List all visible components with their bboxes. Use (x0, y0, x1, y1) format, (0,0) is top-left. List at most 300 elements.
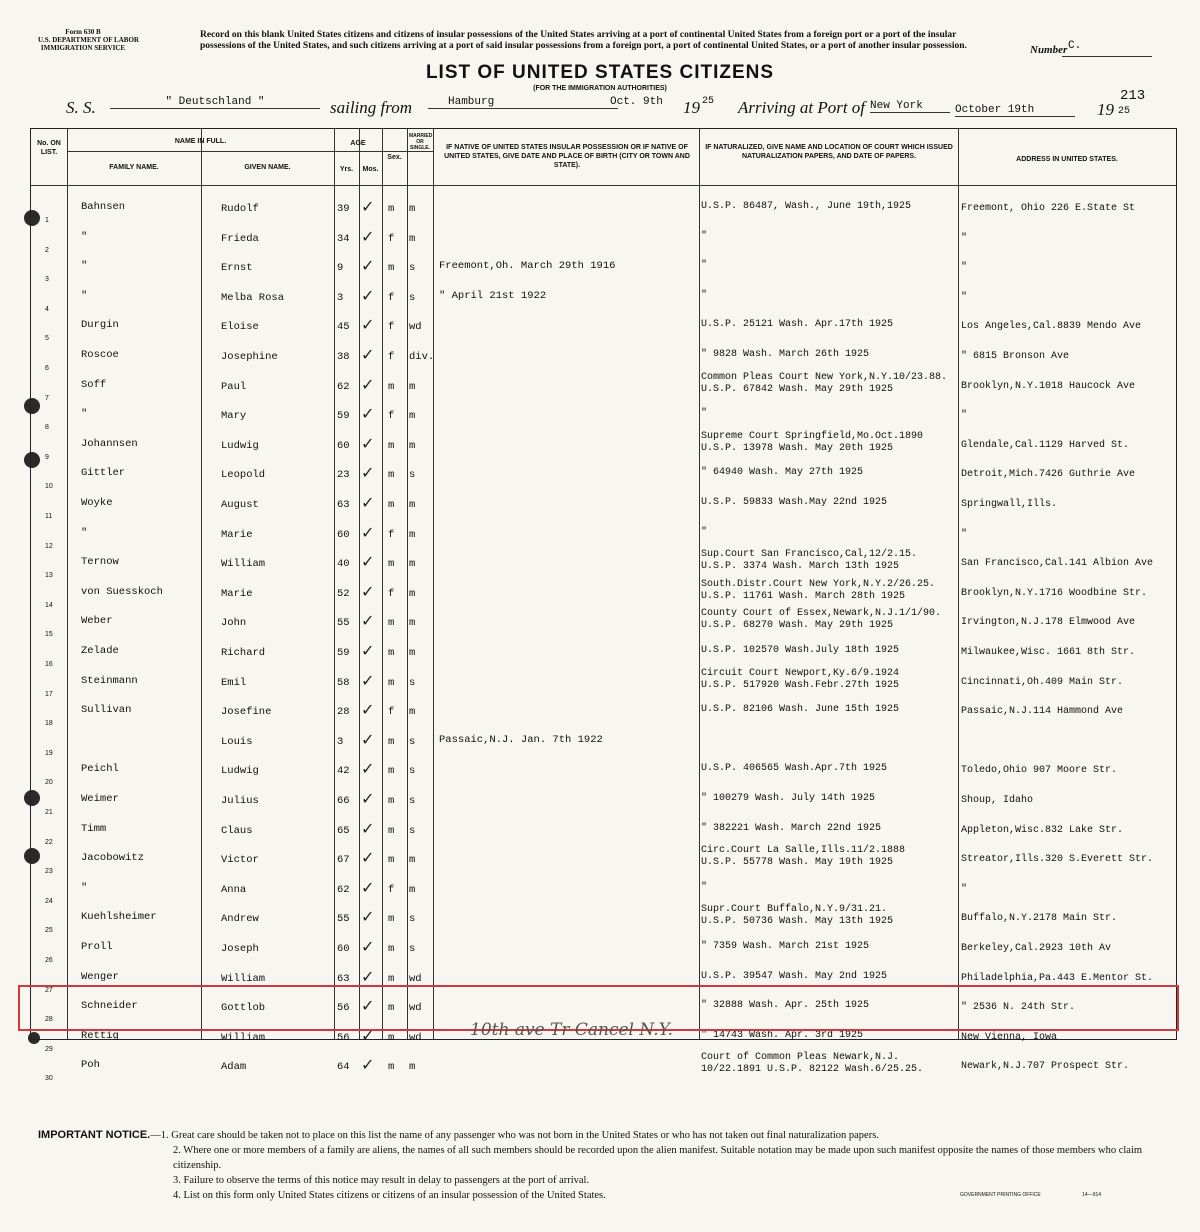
family-name-cell: Schneider (81, 1000, 138, 1013)
naturalization-line-1: " 9828 Wash. March 26th 1925 (701, 349, 870, 360)
number-underline (1062, 56, 1152, 57)
arrival-year: 25 (1118, 106, 1131, 117)
sex-cell: m (388, 913, 395, 926)
age-years-cell: 63 (337, 499, 350, 511)
age-years-cell: 64 (337, 1061, 350, 1074)
sex-cell: f (388, 587, 395, 600)
naturalization-line-2: 10/22.1891 U.S.P. 82122 Wash.6/25.25. (701, 1064, 924, 1076)
table-row (31, 639, 1176, 668)
col-family-name: FAMILY NAME. (109, 164, 159, 171)
given-name-cell: Paul (221, 380, 247, 393)
marital-status-cell: m (409, 439, 416, 452)
marital-status-cell: m (409, 647, 416, 659)
family-name-cell: " (81, 260, 88, 273)
age-years-cell: 62 (337, 883, 350, 896)
naturalization-line-1: U.S.P. 406565 Wash.Apr.7th 1925 (701, 763, 888, 775)
page-title: LIST OF UNITED STATES CITIZENS (425, 62, 775, 83)
address-cell: Philadelphia,Pa.443 E.Mentor St. (961, 972, 1154, 984)
naturalization-line-1: " (701, 881, 708, 893)
table-row (31, 550, 1176, 579)
age-years-cell: 52 (337, 587, 350, 600)
family-name-cell: Rettig (81, 1029, 119, 1042)
naturalization-line-2: U.S.P. 55778 Wash. May 19th 1925 (701, 857, 894, 869)
page-subtitle: (FOR THE IMMIGRATION AUTHORITIES) (533, 85, 667, 92)
age-years-cell: 55 (337, 617, 350, 630)
col-address: ADDRESS IN UNITED STATES. (1016, 156, 1118, 163)
address-cell: Passaic,N.J.114 Hammond Ave (961, 706, 1124, 718)
notice-item-2: 2. Where one or more members of a family are aliens, the names of all such members should be recorded upon the alien manifest. Suitable notation may be made upon such manifest opposite the names of those members who claim citizenship. (173, 1145, 1143, 1171)
sex-cell: m (388, 380, 395, 393)
address-cell: Newark,N.J.707 Prospect Str. (961, 1061, 1130, 1073)
row-number: 25 (45, 927, 53, 935)
row-number: 3 (45, 276, 49, 284)
sex-cell: f (388, 528, 395, 541)
row-number: 19 (45, 749, 53, 757)
given-name-cell: Ludwig (221, 765, 259, 778)
family-name-cell: " (81, 289, 88, 302)
age-years-cell: 28 (337, 706, 350, 719)
address-cell: Shoup, Idaho (961, 795, 1034, 806)
naturalization-line-1: " 14743 Wash. Apr. 3rd 1925 (701, 1029, 864, 1041)
col-given-name: GIVEN NAME. (244, 164, 291, 171)
number-label: Number (1030, 44, 1068, 56)
age-years-cell: 39 (337, 203, 350, 215)
row-number: 28 (45, 1016, 53, 1024)
naturalization-line-1: " 100279 Wash. July 14th 1925 (701, 793, 876, 804)
marital-status-cell: s (409, 943, 416, 955)
naturalization-line-1: Common Pleas Court New York,N.Y.10/23.88. (701, 371, 948, 383)
sex-cell: f (388, 883, 395, 896)
arriving-label: Arriving at Port of (738, 98, 866, 117)
sex-cell: m (388, 795, 395, 807)
address-cell: Glendale,Cal.1129 Harved St. (961, 439, 1130, 451)
row-number: 24 (45, 897, 53, 905)
row-number: 11 (45, 513, 53, 520)
address-cell: Los Angeles,Cal.8839 Mendo Ave (961, 321, 1142, 333)
age-years-cell: 42 (337, 765, 350, 778)
row-number: 10 (45, 483, 53, 491)
family-name-cell: von Suesskoch (81, 585, 163, 598)
address-cell: " (961, 262, 968, 274)
address-cell: Milwaukee,Wisc. 1661 8th Str. (961, 647, 1136, 658)
record-instructions: Record on this blank United States citizens and citizens of insular possessions of the United States arriving at a port of continental United States from a foreign port or a port of the insular possessions of the United States, and such citizens arriving at a port of said insular possessions from a foreign port, a port of continental United States, or a port of another insular possession. (200, 30, 967, 51)
check-mark-icon: ✓ (361, 376, 375, 394)
table-row (31, 313, 1176, 342)
check-mark-icon: ✓ (361, 850, 375, 868)
table-row (31, 432, 1176, 461)
given-name-cell: Leopold (221, 469, 266, 482)
given-name-cell: Marie (221, 528, 253, 541)
naturalization-line-2: U.S.P. 13978 Wash. May 20th 1925 (701, 442, 894, 454)
address-cell: " (961, 232, 968, 244)
family-name-cell: Woyke (81, 497, 113, 509)
age-years-cell: 62 (337, 380, 350, 393)
age-years-cell: 23 (337, 469, 350, 482)
check-mark-icon: ✓ (361, 435, 375, 453)
table-row (31, 461, 1176, 490)
address-cell: Cincinnati,Oh.409 Main Str. (961, 676, 1124, 688)
birth-place-cell: Freemont,Oh. March 29th 1916 (439, 260, 616, 273)
naturalization-line-1: " 382221 Wash. March 22nd 1925 (701, 822, 882, 834)
age-years-cell: 66 (337, 795, 350, 807)
year-prefix-1: 19 (683, 98, 700, 117)
marital-status-cell: m (409, 883, 416, 896)
marital-status-cell: wd (409, 972, 422, 985)
ss-label: S. S. (66, 98, 96, 117)
address-cell: " (961, 410, 968, 422)
naturalization-line-1: Court of Common Pleas Newark,N.J. (701, 1052, 900, 1064)
footer-left: GOVERNMENT PRINTING OFFICE (960, 1192, 1041, 1198)
form-number: Form 630 B (65, 28, 101, 36)
given-name-cell: Frieda (221, 232, 259, 245)
sex-cell: m (388, 617, 395, 630)
row-number: 15 (45, 631, 53, 639)
address-cell: " 6815 Bronson Ave (961, 351, 1070, 362)
check-mark-icon: ✓ (361, 524, 375, 542)
given-name-cell: Gottlob (221, 1002, 266, 1015)
marital-status-cell: m (409, 499, 416, 511)
given-name-cell: Ernst (221, 262, 253, 275)
given-name-cell: William (221, 972, 266, 985)
table-row (31, 669, 1176, 698)
marital-status-cell: m (409, 528, 416, 541)
birth-place-cell: " April 21st 1922 (439, 289, 547, 302)
age-years-cell: 3 (337, 291, 344, 304)
age-years-cell: 55 (337, 913, 350, 926)
check-mark-icon: ✓ (361, 998, 375, 1016)
family-name-cell: Durgin (81, 319, 119, 332)
check-mark-icon: ✓ (361, 613, 375, 631)
naturalization-line-1: U.S.P. 59833 Wash.May 22nd 1925 (701, 497, 888, 508)
table-row (31, 757, 1176, 786)
printing-office (960, 1192, 1101, 1198)
table-row (31, 935, 1176, 964)
table-row (31, 905, 1176, 934)
number-value: C. (1068, 40, 1082, 52)
marital-status-cell: m (409, 232, 416, 245)
marital-status-cell: m (409, 380, 416, 393)
col-no: No. ON LIST. (37, 140, 61, 156)
naturalization-line-1: " 32888 Wash. Apr. 25th 1925 (701, 1000, 870, 1012)
address-cell: Brooklyn,N.Y.1018 Haucock Ave (961, 380, 1136, 392)
table-row (31, 343, 1176, 372)
naturalization-line-1: " (701, 408, 708, 420)
given-name-cell: Joseph (221, 943, 259, 955)
row-number: 8 (45, 424, 49, 432)
naturalization-line-1: U.S.P. 82106 Wash. June 15th 1925 (701, 704, 900, 716)
sex-cell: m (388, 735, 395, 748)
family-name-cell: Gittler (81, 467, 126, 480)
table-row (31, 698, 1176, 727)
age-years-cell: 38 (337, 351, 350, 363)
address-cell: Appleton,Wisc.832 Lake Str. (961, 824, 1124, 836)
given-name-cell: Julius (221, 795, 259, 807)
address-cell: Toledo,Ohio 907 Moore Str. (961, 765, 1118, 777)
passenger-table (30, 128, 1177, 1083)
family-name-cell: Kuehlsheimer (81, 911, 157, 924)
sex-cell: m (388, 439, 395, 452)
arrival-port: New York (870, 100, 950, 113)
age-years-cell: 40 (337, 558, 350, 571)
col-age: AGE (350, 140, 366, 147)
marital-status-cell: s (409, 676, 416, 689)
naturalization-line-1: " (701, 230, 708, 242)
table-row (31, 225, 1176, 254)
check-mark-icon: ✓ (361, 1027, 375, 1045)
given-name-cell: Melba Rosa (221, 291, 285, 304)
address-cell: New Vienna, Iowa (961, 1031, 1058, 1043)
check-mark-icon: ✓ (361, 909, 375, 927)
check-mark-icon: ✓ (361, 643, 375, 660)
naturalization-line-1: Circ.Court La Salle,Ills.11/2.1888 (701, 845, 906, 857)
address-cell: Brooklyn,N.Y.1716 Woodbine Str. (961, 587, 1148, 599)
row-number: 2 (45, 246, 49, 254)
marital-status-cell: m (409, 854, 416, 867)
given-name-cell: John (221, 617, 247, 630)
row-number: 9 (45, 453, 49, 461)
row-number: 27 (45, 986, 53, 994)
row-number: 7 (45, 394, 49, 402)
handwritten-note: 10th ave Tr Cancel N.Y. (470, 1020, 674, 1040)
check-mark-icon: ✓ (361, 939, 375, 956)
naturalization-line-1: U.S.P. 39547 Wash. May 2nd 1925 (701, 970, 888, 982)
family-name-cell: " (81, 230, 88, 243)
marital-status-cell: m (409, 587, 416, 600)
subheader-divider (67, 151, 433, 152)
marital-status-cell: s (409, 913, 416, 926)
naturalization-line-2: U.S.P. 517920 Wash.Febr.27th 1925 (701, 679, 900, 691)
table-row (31, 254, 1176, 283)
naturalization-line-1: U.S.P. 25121 Wash. Apr.17th 1925 (701, 319, 894, 331)
sex-cell: m (388, 499, 395, 511)
col-name-in-full: NAME IN FULL. (174, 138, 227, 145)
table-row (31, 609, 1176, 638)
marital-status-cell: m (409, 706, 416, 719)
check-mark-icon: ✓ (361, 820, 375, 838)
row-number: 18 (45, 720, 53, 728)
year-prefix-2: 19 (1097, 100, 1114, 119)
check-mark-icon: ✓ (361, 761, 375, 779)
family-name-cell: Roscoe (81, 349, 119, 361)
table-row (31, 373, 1176, 402)
departure-port: Hamburg (428, 96, 618, 109)
family-name-cell: Wenger (81, 970, 119, 983)
notice-item-1: —1. Great care should be taken not to place on this list the name of any passenger who was not born in the United States or who has not taken out final naturalization papers. (150, 1130, 879, 1141)
age-years-cell: 65 (337, 824, 350, 837)
page-number: 213 (1120, 88, 1146, 104)
naturalization-line-1: " (701, 260, 708, 272)
notice-item-4: 4. List on this form only United States citizens or citizens of an insular possession of the United States. (173, 1190, 606, 1201)
table-row (31, 846, 1176, 875)
address-cell: Streator,Ills.320 S.Everett Str. (961, 854, 1154, 866)
address-cell: " (961, 883, 968, 895)
sex-cell: m (388, 558, 395, 571)
family-name-cell: Timm (81, 822, 107, 835)
family-name-cell: Bahnsen (81, 201, 126, 213)
col-married-single: MARRIED OR SINGLE. (409, 133, 433, 151)
sex-cell: m (388, 1002, 395, 1015)
naturalization-line-1: South.Distr.Court New York,N.Y.2/26.25. (701, 578, 936, 590)
address-cell: Buffalo,N.Y.2178 Main Str. (961, 913, 1118, 925)
marital-status-cell: m (409, 203, 416, 215)
family-name-cell: Jacobowitz (81, 852, 145, 865)
given-name-cell: Emil (221, 676, 247, 689)
age-years-cell: 63 (337, 972, 350, 985)
age-years-cell: 60 (337, 943, 350, 955)
check-mark-icon: ✓ (361, 583, 375, 601)
naturalization-line-2: U.S.P. 67842 Wash. May 29th 1925 (701, 383, 894, 395)
marital-status-cell: div. (409, 351, 435, 363)
given-name-cell: Richard (221, 647, 266, 659)
service-name: IMMIGRATION SERVICE (40, 44, 126, 52)
table-row (31, 284, 1176, 313)
sex-cell: m (388, 262, 395, 275)
check-mark-icon: ✓ (361, 1057, 375, 1075)
age-years-cell: 45 (337, 321, 350, 334)
age-years-cell: 58 (337, 676, 350, 689)
given-name-cell: Eloise (221, 321, 259, 334)
department-name: U.S. DEPARTMENT OF LABOR (38, 36, 139, 44)
table-row (31, 580, 1176, 609)
age-years-cell: 60 (337, 528, 350, 541)
check-mark-icon: ✓ (361, 731, 375, 749)
header-divider (31, 185, 1176, 186)
row-number: 29 (45, 1045, 53, 1053)
given-name-cell: Rudolf (221, 203, 259, 215)
given-name-cell: Adam (221, 1061, 247, 1074)
naturalization-line-1: U.S.P. 86487, Wash., June 19th,1925 (701, 201, 912, 212)
check-mark-icon: ✓ (361, 406, 375, 424)
given-name-cell: Josefine (221, 706, 272, 719)
row-number: 16 (45, 661, 53, 668)
notice-lead: IMPORTANT NOTICE. (38, 1129, 151, 1141)
birth-place-cell: Passaic,N.J. Jan. 7th 1922 (439, 733, 603, 746)
departure-year: 25 (702, 96, 715, 107)
check-mark-icon: ✓ (361, 554, 375, 572)
age-years-cell: 59 (337, 647, 350, 659)
check-mark-icon: ✓ (361, 287, 375, 305)
sex-cell: m (388, 203, 395, 215)
family-name-cell: Ternow (81, 556, 119, 569)
given-name-cell: Anna (221, 883, 247, 896)
row-number: 22 (45, 838, 53, 846)
check-mark-icon: ✓ (361, 228, 375, 246)
row-number: 26 (45, 957, 53, 964)
table-row (31, 787, 1176, 816)
naturalization-line-1: Sup.Court San Francisco,Cal,12/2.15. (701, 549, 918, 561)
sex-cell: m (388, 1061, 395, 1074)
naturalization-line-2: U.S.P. 11761 Wash. March 28th 1925 (701, 590, 906, 602)
age-years-cell: 56 (337, 1031, 350, 1044)
row-number: 14 (45, 601, 53, 609)
address-cell: " 2536 N. 24th Str. (961, 1002, 1076, 1014)
family-name-cell: Weber (81, 615, 113, 628)
sex-cell: f (388, 351, 395, 363)
row-number: 13 (45, 572, 53, 580)
address-cell: San Francisco,Cal.141 Albion Ave (961, 558, 1154, 570)
sex-cell: m (388, 943, 395, 955)
check-mark-icon: ✓ (361, 702, 375, 720)
col-native-birth: IF NATIVE OF UNITED STATES INSULAR POSSESSION OR IF NATIVE OF UNITED STATES, GIVE DATE AND PLACE OF BIRTH (CITY OR TOWN AND STATE). (444, 144, 690, 169)
marital-status-cell: s (409, 824, 416, 837)
given-name-cell: Victor (221, 854, 259, 867)
marital-status-cell: wd (409, 321, 422, 334)
sex-cell: m (388, 824, 395, 837)
family-name-cell: Peichl (81, 763, 119, 776)
given-name-cell: Andrew (221, 913, 259, 926)
given-name-cell: Josephine (221, 351, 278, 363)
sex-cell: m (388, 647, 395, 659)
form-identifier (38, 28, 139, 52)
sailing-label: sailing from (330, 98, 413, 117)
check-mark-icon: ✓ (361, 199, 375, 216)
address-cell: Freemont, Ohio 226 E.State St (961, 203, 1136, 214)
row-number: 21 (45, 809, 53, 816)
col-months: Mos. (362, 166, 379, 173)
marital-status-cell: s (409, 795, 416, 807)
age-years-cell: 9 (337, 262, 344, 275)
address-cell: Springwall,Ills. (961, 499, 1058, 510)
sex-cell: m (388, 1031, 395, 1044)
family-name-cell: " (81, 881, 88, 894)
address-cell: Irvington,N.J.178 Elmwood Ave (961, 617, 1136, 629)
sex-cell: f (388, 321, 395, 334)
check-mark-icon: ✓ (361, 968, 375, 986)
marital-status-cell: m (409, 558, 416, 571)
given-name-cell: Mary (221, 410, 247, 423)
arrival-date: October 19th (955, 104, 1075, 117)
naturalization-line-1: " 7359 Wash. March 21st 1925 (701, 941, 870, 952)
given-name-cell: William (221, 1031, 266, 1044)
marital-status-cell: s (409, 291, 416, 304)
family-name-cell: Poh (81, 1059, 100, 1072)
family-name-cell: Weimer (81, 793, 119, 805)
age-years-cell: 56 (337, 1002, 350, 1015)
marital-status-cell: wd (409, 1002, 422, 1015)
age-years-cell: 67 (337, 854, 350, 867)
marital-status-cell: wd (409, 1031, 422, 1044)
ship-name: " Deutschland " (110, 96, 320, 109)
sex-cell: m (388, 972, 395, 985)
given-name-cell: Marie (221, 587, 253, 600)
marital-status-cell: s (409, 469, 416, 482)
departure-date: Oct. 9th (610, 96, 663, 108)
col-sex: Sex. (387, 154, 402, 161)
address-cell: Detroit,Mich.7426 Guthrie Ave (961, 469, 1136, 481)
family-name-cell: Proll (81, 941, 113, 953)
family-name-cell: " (81, 526, 88, 539)
naturalization-line-1: " 64940 Wash. May 27th 1925 (701, 467, 864, 479)
check-mark-icon: ✓ (361, 465, 375, 483)
sex-cell: f (388, 410, 395, 423)
marital-status-cell: m (409, 617, 416, 630)
row-number: 17 (45, 690, 53, 698)
marital-status-cell: m (409, 1061, 416, 1074)
table-row (31, 195, 1176, 224)
given-name-cell: Ludwig (221, 439, 259, 452)
sex-cell: m (388, 854, 395, 867)
row-number: 5 (45, 335, 49, 343)
age-years-cell: 60 (337, 439, 350, 452)
naturalization-line-1: " (701, 526, 708, 538)
table-row (31, 1053, 1176, 1082)
given-name-cell: August (221, 499, 259, 511)
row-number: 6 (45, 365, 49, 372)
footer-right: 14—914 (1082, 1192, 1102, 1198)
col-years: Yrs. (339, 166, 354, 173)
naturalization-line-1: County Court of Essex,Newark,N.J.1/1/90. (701, 608, 942, 620)
naturalization-line-2: U.S.P. 3374 Wash. March 13th 1925 (701, 561, 900, 573)
